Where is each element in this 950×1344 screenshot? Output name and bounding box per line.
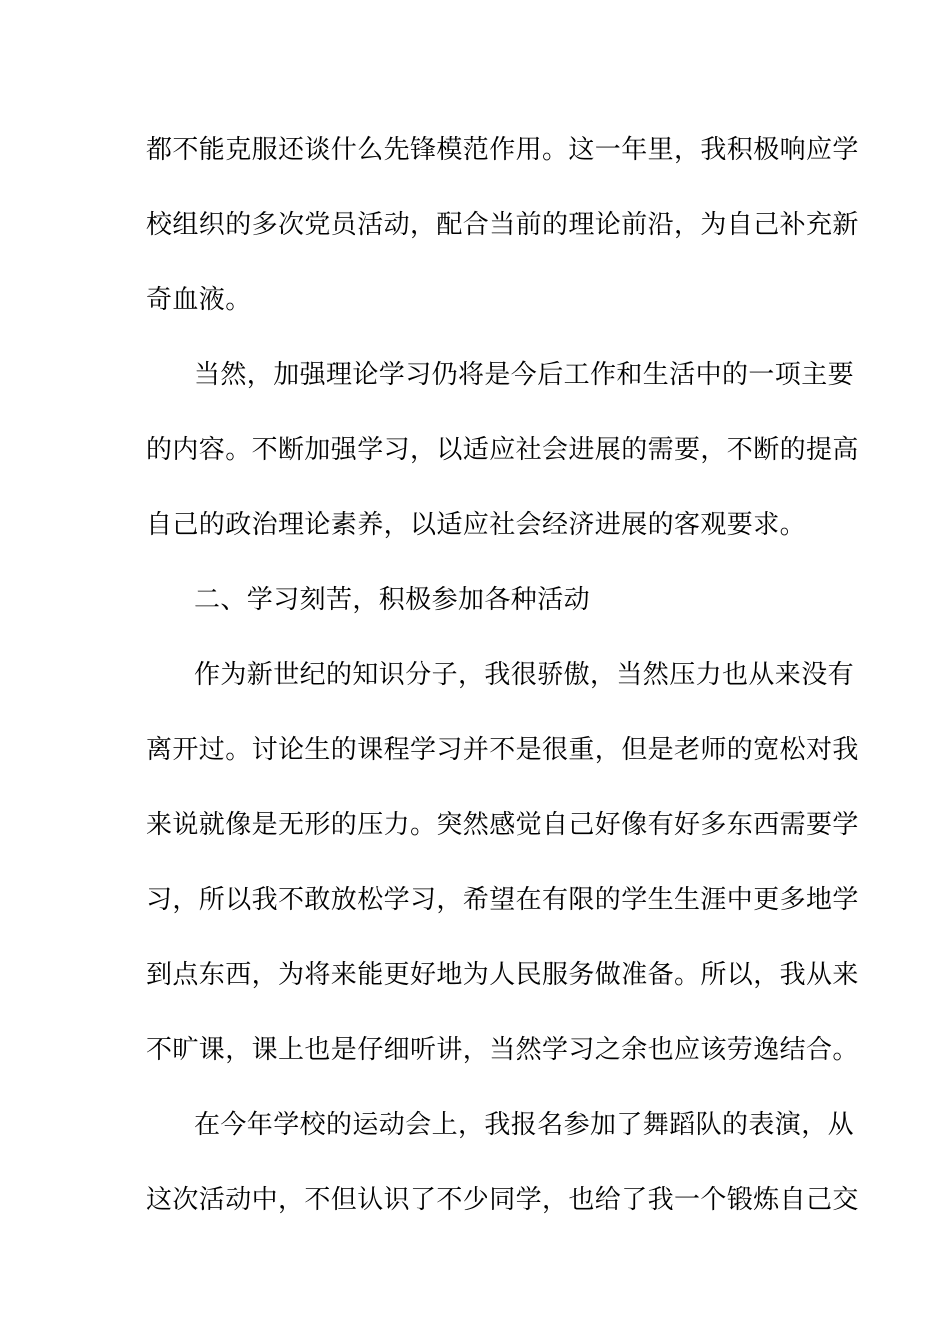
paragraph-start-line: 作为新世纪的知识分子，我很骄傲，当然压力也从来没有 (194, 660, 855, 690)
text-line: 校组织的多次党员活动，配合当前的理论前沿，为自己补充新 (146, 210, 859, 240)
paragraph-start-line: 在今年学校的运动会上，我报名参加了舞蹈队的表演，从 (194, 1110, 855, 1140)
text-line: 习，所以我不敢放松学习，希望在有限的学生生涯中更多地学 (146, 885, 859, 915)
paragraph-start-line: 当然，加强理论学习仍将是今后工作和生活中的一项主要 (194, 360, 855, 390)
section-heading: 二、学习刻苦，积极参加各种活动 (194, 585, 591, 615)
text-line: 都不能克服还谈什么先锋模范作用。这一年里，我积极响应学 (146, 135, 859, 165)
text-line: 的内容。不断加强学习，以适应社会进展的需要，不断的提高 (146, 435, 859, 465)
text-line: 来说就像是无形的压力。突然感觉自己好像有好多东西需要学 (146, 810, 859, 840)
text-line: 到点东西，为将来能更好地为人民服务做准备。所以，我从来 (146, 960, 859, 990)
text-line: 这次活动中，不但认识了不少同学，也给了我一个锻炼自己交 (146, 1185, 859, 1215)
text-line: 奇血液。 (146, 285, 252, 315)
text-line: 自己的政治理论素养，以适应社会经济进展的客观要求。 (146, 510, 807, 540)
text-line: 离开过。讨论生的课程学习并不是很重，但是老师的宽松对我 (146, 735, 859, 765)
text-line: 不旷课，课上也是仔细听讲，当然学习之余也应该劳逸结合。 (146, 1035, 859, 1065)
